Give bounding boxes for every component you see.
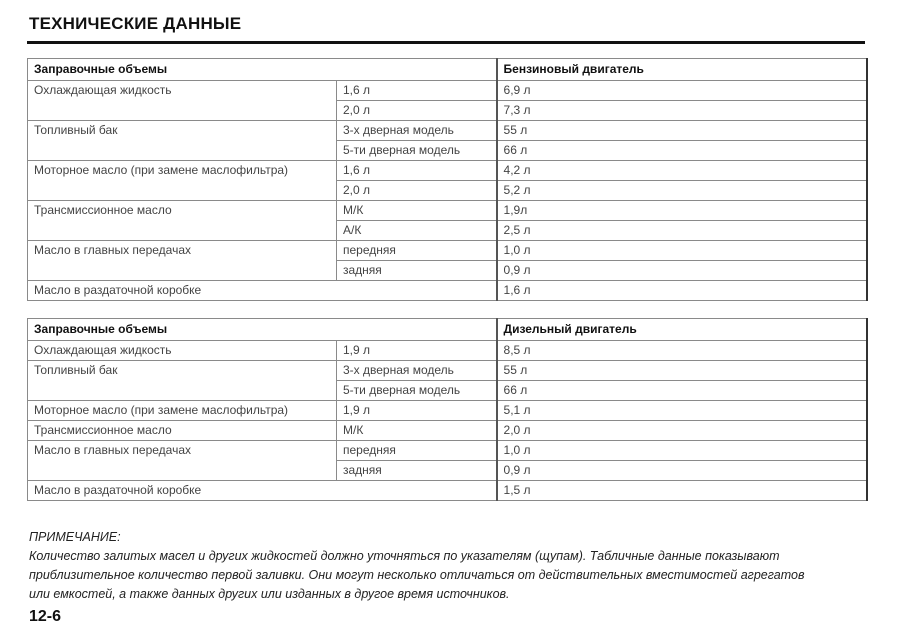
item-name: Охлаждающая жидкость xyxy=(28,81,337,121)
note-line: Количество залитых масел и других жидкостей должно уточняться по указателям (щупам). Табличные данные показывают xyxy=(29,549,780,563)
item-name: Топливный бак xyxy=(28,361,337,401)
table-row xyxy=(28,241,867,261)
item-variant: передняя xyxy=(337,441,497,461)
title-underline xyxy=(27,41,865,44)
item-name: Масло в главных передачах xyxy=(28,441,337,481)
item-name: Топливный бак xyxy=(28,121,337,161)
item-value: 66 л xyxy=(497,141,867,161)
item-variant: 5-ти дверная модель xyxy=(337,141,497,161)
item-value: 5,1 л xyxy=(497,401,867,421)
table-row xyxy=(28,201,867,221)
item-value: 55 л xyxy=(497,361,867,381)
item-value: 0,9 л xyxy=(497,461,867,481)
note-line: или емкостей, а также данных других или изданных в другое время источников. xyxy=(29,587,510,601)
page-title: ТЕХНИЧЕСКИЕ ДАННЫЕ xyxy=(29,14,242,33)
header-label: Заправочные объемы xyxy=(28,319,497,341)
petrol-engine-capacities-table xyxy=(27,58,868,301)
item-value: 1,6 л xyxy=(497,281,867,301)
item-variant: задняя xyxy=(337,461,497,481)
item-value: 1,0 л xyxy=(497,241,867,261)
table-row xyxy=(28,441,867,461)
item-value: 1,5 л xyxy=(497,481,867,501)
diesel-engine-capacities-table xyxy=(27,318,868,501)
table-row xyxy=(28,81,867,101)
table-header-row xyxy=(28,319,867,341)
note-line: приблизительное количество первой заливки. Они могут несколько отличаться от действительных вместимостей агрегатов xyxy=(29,568,805,582)
page-number: 12-6 xyxy=(29,608,62,625)
item-variant: 3-х дверная модель xyxy=(337,361,497,381)
note-block xyxy=(29,528,879,604)
table-row xyxy=(28,341,867,361)
item-name: Масло в раздаточной коробке xyxy=(28,481,497,501)
item-value: 1,9л xyxy=(497,201,867,221)
item-value: 2,0 л xyxy=(497,421,867,441)
note-heading: ПРИМЕЧАНИЕ: xyxy=(29,530,121,544)
table-row xyxy=(28,161,867,181)
item-variant: 5-ти дверная модель xyxy=(337,381,497,401)
item-variant: А/К xyxy=(337,221,497,241)
table-row xyxy=(28,421,867,441)
item-variant: М/К xyxy=(337,421,497,441)
item-name: Моторное масло (при замене маслофильтра) xyxy=(28,401,337,421)
item-name: Охлаждающая жидкость xyxy=(28,341,337,361)
item-variant: М/К xyxy=(337,201,497,221)
item-variant: задняя xyxy=(337,261,497,281)
item-value: 5,2 л xyxy=(497,181,867,201)
table-row xyxy=(28,401,867,421)
item-variant: 2,0 л xyxy=(337,181,497,201)
table-row xyxy=(28,121,867,141)
item-value: 2,5 л xyxy=(497,221,867,241)
item-value: 0,9 л xyxy=(497,261,867,281)
item-value: 4,2 л xyxy=(497,161,867,181)
header-engine: Бензиновый двигатель xyxy=(497,59,867,81)
item-name: Масло в раздаточной коробке xyxy=(28,281,497,301)
item-variant: 2,0 л xyxy=(337,101,497,121)
item-variant: 1,6 л xyxy=(337,81,497,101)
header-engine: Дизельный двигатель xyxy=(497,319,867,341)
item-name: Трансмиссионное масло xyxy=(28,201,337,241)
table-row xyxy=(28,481,867,501)
item-value: 8,5 л xyxy=(497,341,867,361)
item-name: Трансмиссионное масло xyxy=(28,421,337,441)
item-value: 7,3 л xyxy=(497,101,867,121)
item-name: Масло в главных передачах xyxy=(28,241,337,281)
table-row xyxy=(28,281,867,301)
item-value: 66 л xyxy=(497,381,867,401)
header-label: Заправочные объемы xyxy=(28,59,497,81)
table-row xyxy=(28,361,867,381)
item-variant: 1,9 л xyxy=(337,341,497,361)
item-value: 1,0 л xyxy=(497,441,867,461)
item-variant: 3-х дверная модель xyxy=(337,121,497,141)
item-variant: 1,9 л xyxy=(337,401,497,421)
item-variant: 1,6 л xyxy=(337,161,497,181)
table-header-row xyxy=(28,59,867,81)
item-name: Моторное масло (при замене маслофильтра) xyxy=(28,161,337,201)
item-value: 55 л xyxy=(497,121,867,141)
item-variant: передняя xyxy=(337,241,497,261)
item-value: 6,9 л xyxy=(497,81,867,101)
